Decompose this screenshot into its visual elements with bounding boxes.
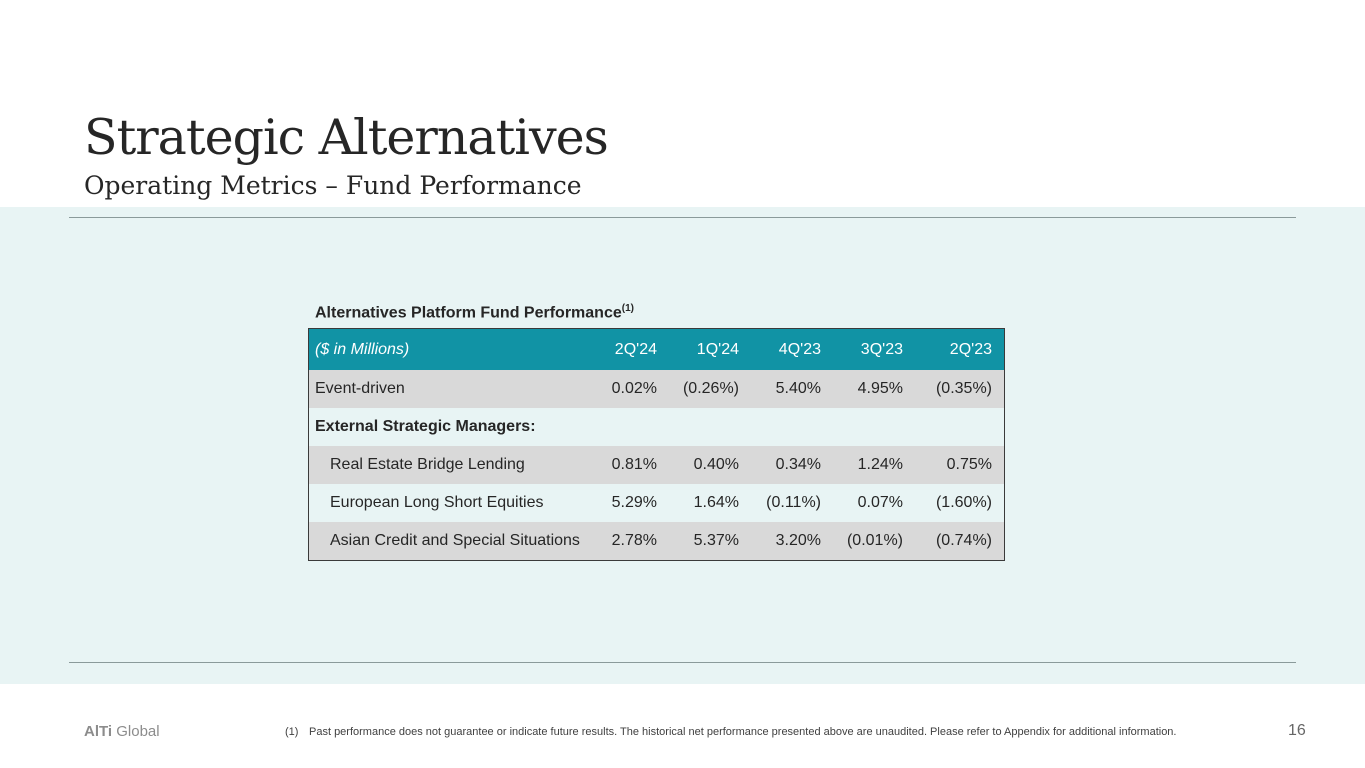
table-row-real-estate-bridge-lending [309, 446, 1004, 484]
row-value: 5.40% [775, 380, 821, 397]
footnote-text: Past performance does not guarantee or indicate future results. The historical net performance presented above are unaudited. Please refer to Appendix for additional information. [309, 726, 1177, 738]
row-value: 0.81% [611, 456, 657, 473]
top-divider [69, 217, 1296, 218]
row-value: 1.64% [693, 494, 739, 511]
row-value: (0.26%) [682, 380, 739, 397]
fund-performance-table [308, 328, 1005, 561]
row-value: (0.74%) [935, 532, 992, 549]
row-value: (0.01%) [846, 532, 903, 549]
row-label: Real Estate Bridge Lending [330, 456, 525, 473]
bottom-divider [69, 662, 1296, 663]
row-value: 5.29% [611, 494, 657, 511]
row-value: 2.78% [611, 532, 657, 549]
table-header-row [309, 329, 1004, 370]
table-row-asian-credit-special-situations [309, 522, 1004, 560]
row-value: (0.11%) [766, 494, 821, 511]
row-label: External Strategic Managers: [315, 418, 536, 435]
row-value: 0.40% [693, 456, 739, 473]
header-cell-3q23: 3Q'23 [860, 340, 903, 358]
logo-brand-text: AlTi [84, 723, 113, 740]
header-cell-1q24: 1Q'24 [696, 340, 739, 358]
row-value: 3.20% [775, 532, 821, 549]
table-row-event-driven [309, 370, 1004, 408]
row-label: Event-driven [315, 380, 405, 397]
row-value: 1.24% [857, 456, 903, 473]
row-label: European Long Short Equities [330, 494, 544, 511]
header-cell-2q23: 2Q'23 [949, 340, 992, 358]
row-value: (0.35%) [935, 380, 992, 397]
table-title [315, 303, 634, 322]
row-value: 5.37% [693, 532, 739, 549]
table-title-footnote-marker: (1) [621, 303, 634, 314]
header-cell-4q23: 4Q'23 [778, 340, 821, 358]
table-row-european-long-short-equities [309, 484, 1004, 522]
header-cell-2q24: 2Q'24 [614, 340, 657, 358]
footnote [285, 726, 1177, 738]
footnote-number: (1) [285, 726, 299, 738]
row-value: 0.34% [775, 456, 821, 473]
logo-rest-text: Global [112, 723, 160, 740]
page-subtitle: Operating Metrics – Fund Performance [84, 171, 582, 200]
header-cell-units: ($ in Millions) [315, 340, 410, 358]
table-row-external-managers-heading [309, 408, 1004, 446]
row-value: 0.07% [857, 494, 903, 511]
page-number: 16 [1288, 722, 1306, 739]
company-logo [84, 723, 160, 740]
row-label: Asian Credit and Special Situations [330, 532, 580, 549]
row-value: 0.02% [611, 380, 657, 397]
table-title-text: Alternatives Platform Fund Performance [315, 304, 622, 322]
row-value: (1.60%) [935, 494, 992, 511]
row-value: 4.95% [857, 380, 903, 397]
page-title: Strategic Alternatives [84, 109, 608, 166]
row-value: 0.75% [946, 456, 992, 473]
